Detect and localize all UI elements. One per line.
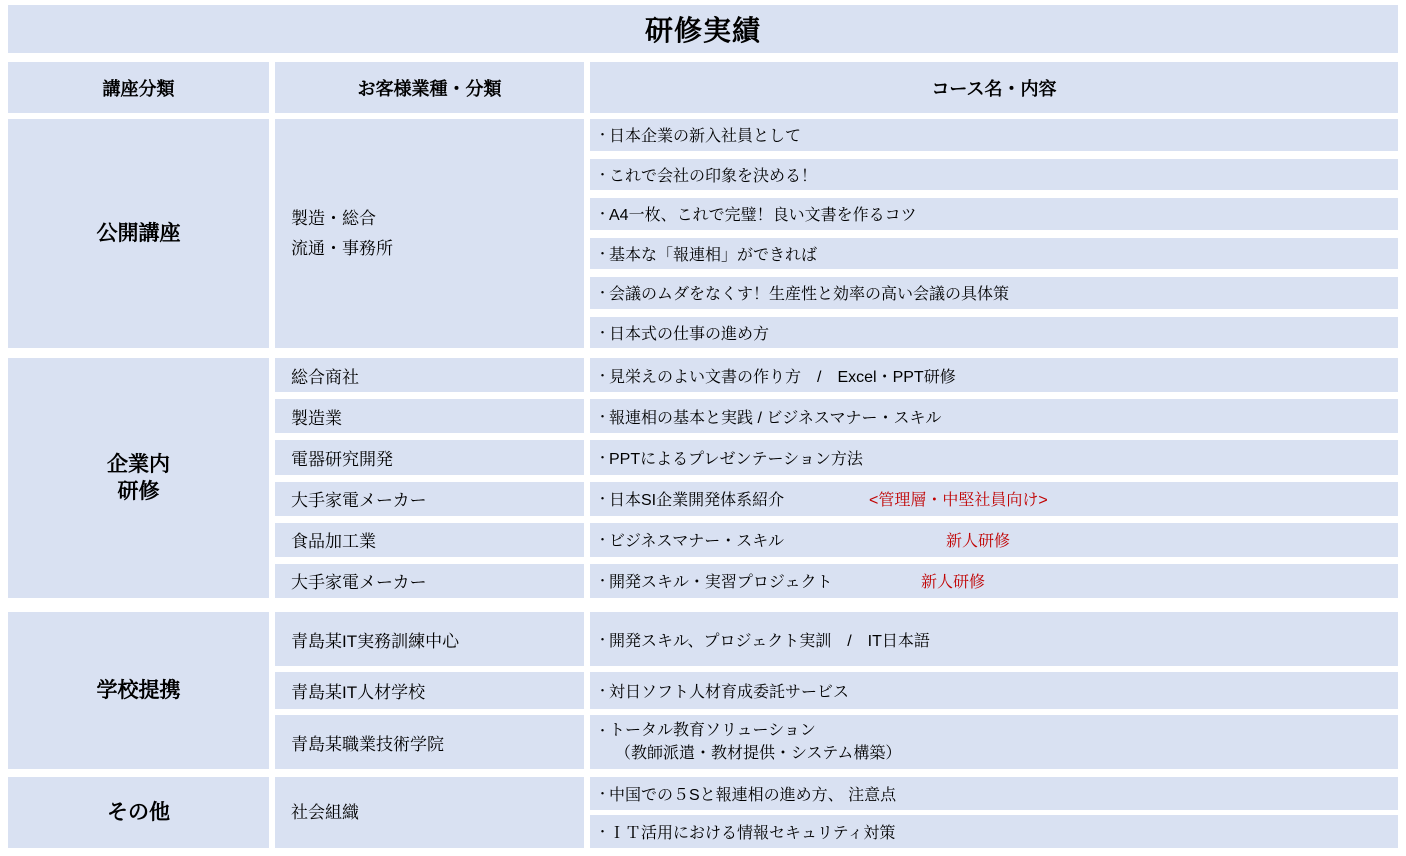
- course-text: 中国での５Sと報連相の進め方、 注意点: [609, 787, 897, 804]
- header-course-category: 講座分類: [8, 62, 269, 113]
- course-cell: [590, 317, 1398, 349]
- category-cell-others: [8, 777, 269, 848]
- client-text: 大手家電メーカー: [291, 491, 427, 511]
- course-note: <管理層・中堅社員向け>: [869, 492, 1048, 510]
- bullet-icon: ・: [596, 683, 610, 698]
- bullet-icon: ・: [596, 367, 610, 383]
- category-cell-school: [8, 612, 269, 769]
- bullet-icon: ・: [596, 786, 610, 801]
- client-cell: [275, 672, 584, 709]
- client-text: 青島某IT人材学校: [291, 683, 426, 702]
- client-cell: [275, 482, 584, 516]
- course-text: A4一枚、これで完璧！良い文書を作るコツ: [609, 207, 917, 225]
- bullet-icon: ・: [596, 324, 610, 340]
- header-client-type: お客様業種・分類: [275, 62, 584, 113]
- client-cell: [275, 715, 584, 769]
- course-text: 日本SI企業開発体系紹介: [609, 492, 785, 510]
- page-title: 研修実績: [8, 5, 1398, 53]
- section-public-courses: [8, 119, 1398, 348]
- table-header: [8, 62, 1398, 113]
- course-text: ＩＴ活用における情報セキュリティ対策: [609, 825, 896, 842]
- bullet-icon: ・: [596, 573, 610, 589]
- bullet-icon: ・: [596, 824, 610, 839]
- section-others: [8, 777, 1398, 848]
- course-text: 見栄えのよい文書の作り方 / Excel・PPT研修: [609, 368, 956, 386]
- course-cell: [590, 672, 1398, 709]
- bullet-icon: ・: [596, 127, 610, 143]
- course-cell: [590, 815, 1398, 848]
- category-label: 研修: [117, 480, 160, 503]
- course-cell: [590, 715, 1398, 769]
- course-note: 新人研修: [946, 533, 1011, 551]
- course-text: 報連相の基本と実践 / ビジネスマナー・スキル: [609, 409, 942, 427]
- course-text-line2: （教師派遣・教材提供・システム構築）: [615, 745, 902, 762]
- client-cell: [275, 440, 584, 474]
- client-line: 製造・総合: [291, 208, 376, 228]
- bullet-icon: ・: [596, 631, 610, 647]
- category-label: その他: [107, 800, 170, 824]
- course-cell: [590, 358, 1398, 392]
- client-cell: [275, 564, 584, 598]
- course-cell: [590, 440, 1398, 474]
- category-label: 学校提携: [96, 678, 181, 702]
- course-text: 対日ソフト人材育成委託サービス: [609, 684, 850, 701]
- bullet-icon: ・: [596, 285, 610, 301]
- bullet-icon: ・: [596, 449, 610, 465]
- client-text: 食品加工業: [291, 532, 376, 552]
- client-cell: [275, 523, 584, 557]
- category-label: 企業内: [107, 452, 170, 476]
- section-school-partnership: [8, 612, 1398, 770]
- course-text: 基本な「報連相」ができれば: [609, 246, 818, 264]
- course-cell: [590, 277, 1398, 309]
- course-cell: [590, 399, 1398, 433]
- course-cell: [590, 159, 1398, 191]
- course-cell: [590, 238, 1398, 270]
- bullet-icon: ・: [596, 408, 610, 424]
- client-cell: [275, 612, 584, 666]
- course-text: 開発スキル・実習プロジェクト: [609, 574, 833, 592]
- category-label: 公開講座: [96, 221, 181, 245]
- client-text: 電器研究開発: [291, 449, 393, 469]
- client-text: 大手家電メーカー: [291, 573, 427, 593]
- course-cell: [590, 564, 1398, 598]
- course-text: 会議のムダをなくす！生産性と効率の高い会議の具体策: [609, 286, 1010, 304]
- section-corporate-training: [8, 358, 1398, 598]
- client-cell: [275, 358, 584, 392]
- course-cell: [590, 612, 1398, 666]
- client-text: 製造業: [291, 408, 342, 428]
- course-text: 日本式の仕事の進め方: [609, 325, 770, 343]
- course-text: これで会社の印象を決める！: [609, 167, 818, 185]
- bullet-icon: ・: [596, 722, 610, 738]
- bullet-icon: ・: [596, 245, 610, 261]
- bullet-icon: ・: [596, 206, 610, 222]
- course-text: 日本企業の新入社員として: [609, 128, 802, 146]
- course-cell: [590, 777, 1398, 810]
- course-text: 開発スキル、プロジェクト実訓 / IT日本語: [609, 632, 930, 650]
- bullet-icon: ・: [596, 532, 610, 548]
- course-cell: [590, 523, 1398, 557]
- course-text-line1: トータル教育ソリューション: [609, 721, 816, 739]
- client-cell-merged: [275, 119, 584, 348]
- course-text: ビジネスマナー・スキル: [609, 533, 785, 551]
- client-line: 流通・事務所: [291, 238, 393, 258]
- client-cell-merged: [275, 777, 584, 848]
- bullet-icon: ・: [596, 166, 610, 182]
- category-cell-public: [8, 119, 269, 348]
- client-text: 総合商社: [291, 367, 359, 387]
- course-cell: [590, 119, 1398, 151]
- client-text: 青島某IT実務訓練中心: [291, 631, 460, 651]
- course-cell: [590, 482, 1398, 516]
- client-text: 青島某職業技術学院: [291, 734, 444, 754]
- course-text: PPTによるプレゼンテーション方法: [609, 450, 863, 468]
- course-note: 新人研修: [921, 574, 986, 592]
- client-cell: [275, 399, 584, 433]
- header-course-name: コース名・内容: [590, 62, 1398, 113]
- category-cell-corporate: [8, 358, 269, 598]
- client-text: 社会組織: [291, 802, 359, 822]
- bullet-icon: ・: [596, 491, 610, 507]
- course-cell: [590, 198, 1398, 230]
